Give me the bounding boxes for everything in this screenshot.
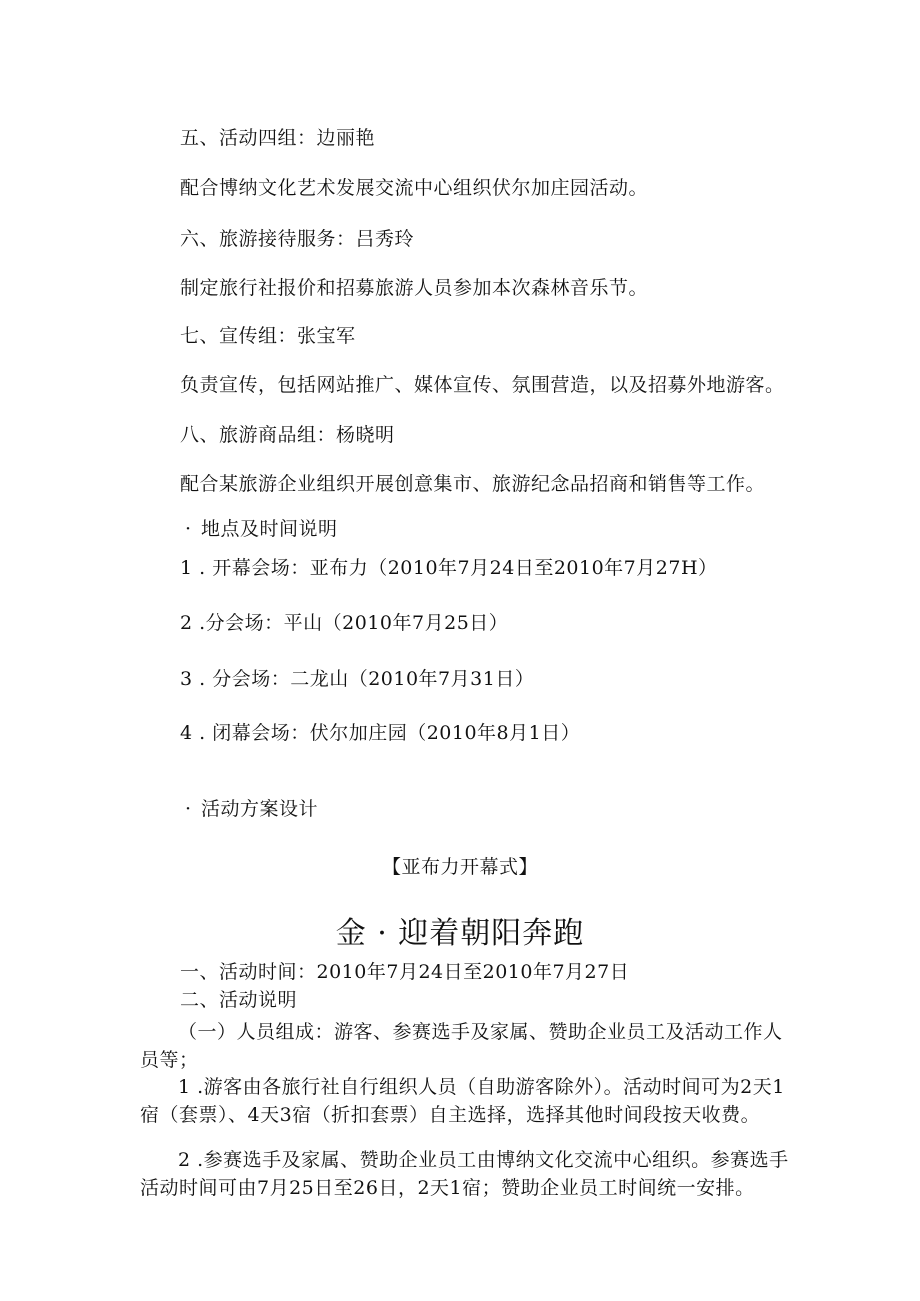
event-time: 一、活动时间：2010年7月24日至2010年7月27日 bbox=[180, 961, 630, 983]
bullet-icon: · bbox=[185, 518, 192, 540]
personnel-paragraph: （一）人员组成：游客、参赛选手及家属、赞助企业员工及活动工作人员等； bbox=[140, 1021, 783, 1071]
group6-title: 六、旅游接待服务：吕秀玲 bbox=[180, 228, 415, 250]
venue-item-1: 1 . 开幕会场：亚布力（2010年7月24日至2010年7月27H） bbox=[180, 557, 718, 579]
item-2-paragraph: 2 .参赛选手及家属、赞助企业员工由博纳文化交流中心组织。参赛选手活动时间可由7月25日至26日，2天1宿；赞助企业员工时间统一安排。 bbox=[140, 1149, 789, 1199]
design-heading-text: 活动方案设计 bbox=[201, 798, 319, 820]
bullet-icon: · bbox=[185, 798, 192, 820]
group7-description: 负责宣传，包括网站推广、媒体宣传、氛围营造，以及招募外地游客。 bbox=[180, 374, 785, 396]
group8-description: 配合某旅游企业组织开展创意集市、旅游纪念品招商和销售等工作。 bbox=[180, 473, 766, 495]
venue-item-2: 2 .分会场：平山（2010年7月25日） bbox=[180, 612, 509, 634]
venue-item-4: 4 . 闭幕会场：伏尔加庄园（2010年8月1日） bbox=[180, 722, 581, 744]
location-heading bbox=[185, 517, 338, 541]
location-heading-text: 地点及时间说明 bbox=[201, 518, 338, 540]
event-description-heading: 二、活动说明 bbox=[180, 989, 298, 1011]
event-title: 金 · 迎着朝阳奔跑 bbox=[335, 916, 585, 951]
group5-title: 五、活动四组：边丽艳 bbox=[180, 127, 376, 149]
group5-description: 配合博纳文化艺术发展交流中心组织伏尔加庄园活动。 bbox=[180, 177, 649, 199]
design-heading bbox=[185, 797, 318, 821]
opening-subtitle: 【亚布力开幕式】 bbox=[381, 856, 538, 878]
group8-title: 八、旅游商品组：杨晓明 bbox=[180, 424, 395, 446]
item-1-paragraph: 1 .游客由各旅行社自行组织人员（自助游客除外）。活动时间可为2天1宿（套票）、4天3宿（折扣套票）自主选择，选择其他时间段按天收费。 bbox=[140, 1076, 785, 1126]
group7-title: 七、宣传组：张宝军 bbox=[180, 325, 356, 347]
venue-item-3: 3 . 分会场：二龙山（2010年7月31日） bbox=[180, 668, 535, 690]
group6-description: 制定旅行社报价和招募旅游人员参加本次森林音乐节。 bbox=[180, 277, 649, 299]
